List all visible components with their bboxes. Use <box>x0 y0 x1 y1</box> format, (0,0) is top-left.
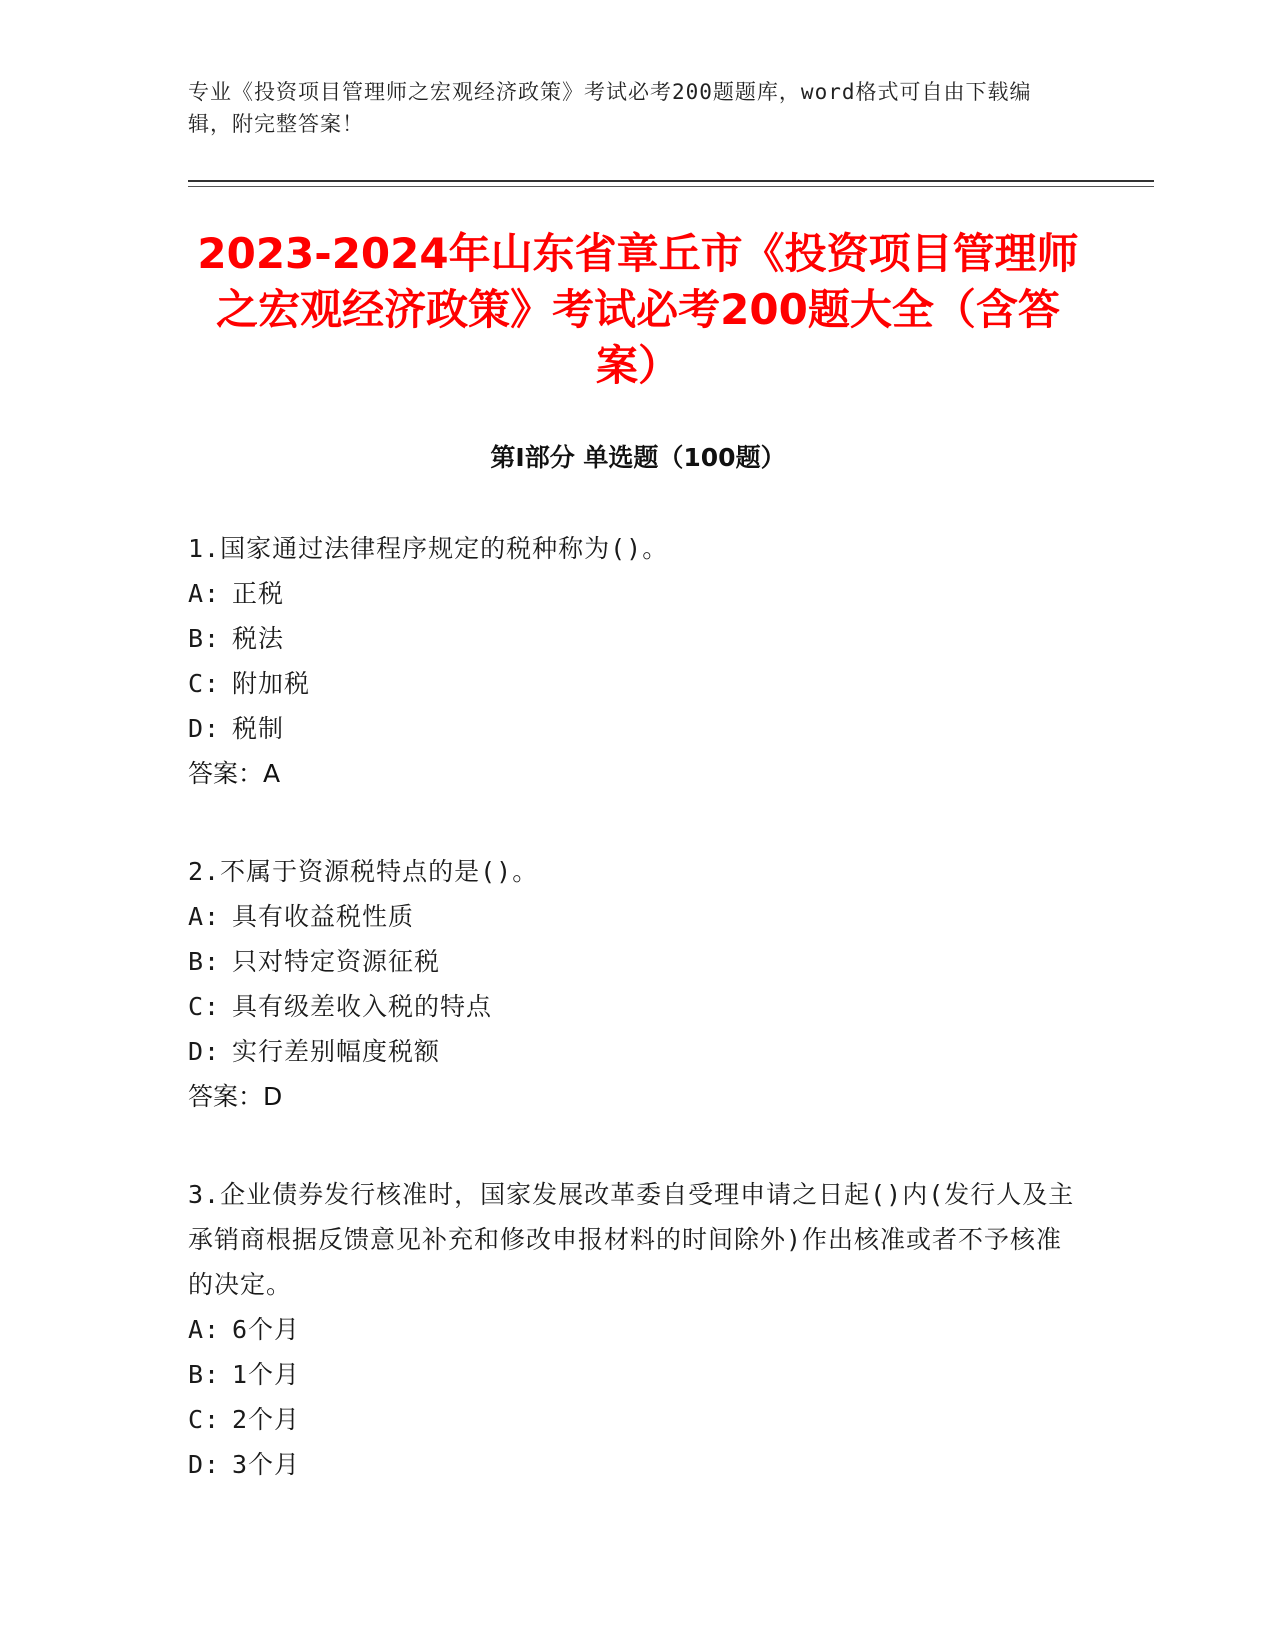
option-letter: D: <box>188 1450 221 1479</box>
option-letter: D: <box>188 714 221 743</box>
answer: 答案：D <box>188 1082 283 1111</box>
option-text: 实行差别幅度税额 <box>232 1037 441 1066</box>
option-c <box>188 1397 1078 1442</box>
question-list <box>188 526 1078 1540</box>
answer: 答案：A <box>188 759 281 788</box>
question-2 <box>188 849 1078 1119</box>
option-a <box>188 894 1078 939</box>
option-letter: B: <box>188 947 221 976</box>
header-divider-thick <box>188 180 1154 182</box>
question-stem: 2.不属于资源税特点的是()。 <box>188 857 539 886</box>
option-a <box>188 1307 1078 1352</box>
option-text: 具有收益税性质 <box>232 902 415 931</box>
header-divider-thin <box>188 186 1154 187</box>
option-text: 只对特定资源征税 <box>232 947 441 976</box>
option-c <box>188 984 1078 1029</box>
option-a <box>188 571 1078 616</box>
option-d <box>188 1029 1078 1074</box>
option-text: 税法 <box>232 624 285 653</box>
option-text: 3个月 <box>232 1450 301 1479</box>
section-title: 第I部分 单选题（100题） <box>490 443 786 472</box>
question-stem: 1.国家通过法律程序规定的税种称为()。 <box>188 534 669 563</box>
option-b <box>188 1352 1078 1397</box>
option-text: 正税 <box>232 579 285 608</box>
question-stem: 3.企业债券发行核准时，国家发展改革委自受理申请之日起()内(发行人及主承销商根据反馈意见补充和修改申报材料的时间除外)作出核准或者不予核准的决定。 <box>188 1180 1075 1299</box>
option-letter: A: <box>188 1315 221 1344</box>
option-text: 具有级差收入税的特点 <box>232 992 493 1021</box>
option-d <box>188 706 1078 751</box>
option-b <box>188 939 1078 984</box>
option-letter: D: <box>188 1037 221 1066</box>
option-text: 2个月 <box>232 1405 301 1434</box>
option-letter: B: <box>188 1360 221 1389</box>
header-note: 专业《投资项目管理师之宏观经济政策》考试必考200题题库，word格式可自由下载编辑，附完整答案！ <box>188 80 1032 136</box>
option-letter: C: <box>188 669 221 698</box>
question-1 <box>188 526 1078 796</box>
option-letter: C: <box>188 1405 221 1434</box>
option-letter: A: <box>188 579 221 608</box>
option-letter: C: <box>188 992 221 1021</box>
question-3 <box>188 1172 1078 1487</box>
option-text: 1个月 <box>232 1360 301 1389</box>
document-title: 2023-2024年山东省章丘市《投资项目管理师之宏观经济政策》考试必考200题大全（含答案） <box>197 229 1079 390</box>
option-b <box>188 616 1078 661</box>
option-d <box>188 1442 1078 1487</box>
option-text: 税制 <box>232 714 285 743</box>
option-text: 6个月 <box>232 1315 301 1344</box>
option-letter: A: <box>188 902 221 931</box>
option-text: 附加税 <box>232 669 311 698</box>
option-c <box>188 661 1078 706</box>
option-letter: B: <box>188 624 221 653</box>
